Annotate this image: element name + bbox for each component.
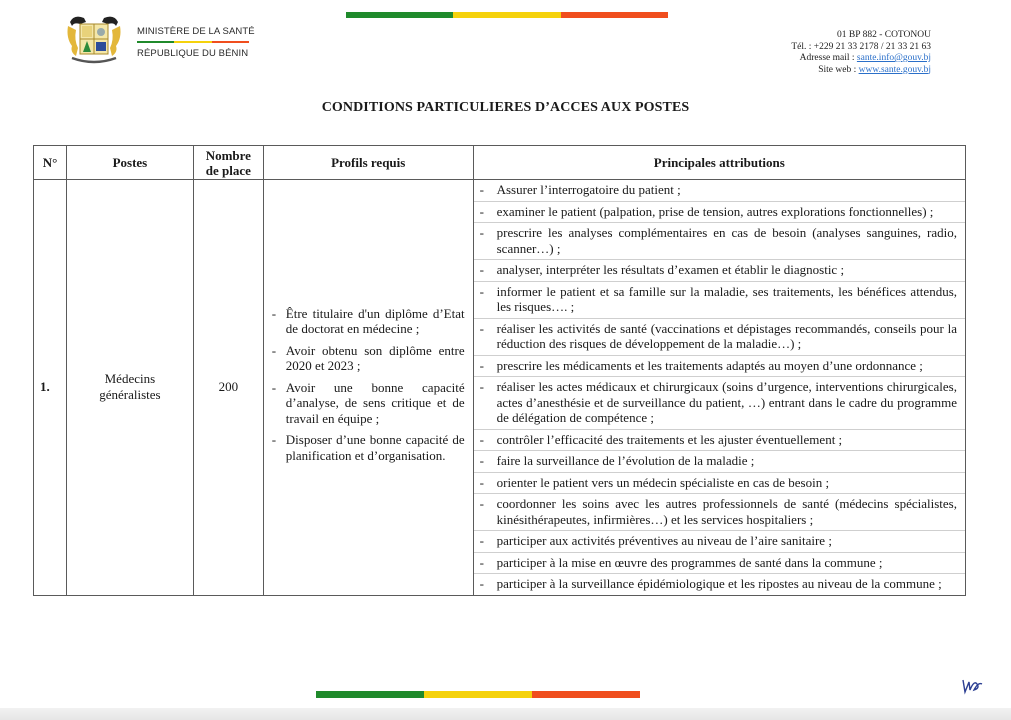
postes-table	[33, 145, 966, 596]
table-header-row	[34, 146, 966, 180]
document-title: CONDITIONS PARTICULIERES D’ACCES AUX POSTES	[321, 100, 690, 115]
flag-stripe-red	[532, 691, 640, 698]
attribution-item: - Assurer l’interrogatoire du patient ;	[474, 180, 965, 202]
nombre-de-place: 200	[193, 180, 263, 596]
email-line	[791, 53, 931, 65]
flag-stripe-yellow	[453, 12, 560, 18]
flag-stripe-yellow	[424, 691, 532, 698]
website-line	[791, 65, 931, 77]
attributions-list	[474, 180, 965, 595]
column-header-postes: Postes	[66, 146, 193, 180]
profils-list	[272, 306, 465, 464]
ministry-flag-divider	[137, 41, 249, 43]
coat-of-arms-icon	[64, 12, 124, 66]
attribution-item: - participer à la surveillance épidémiologique et les ripostes au niveau de la commune ;	[474, 574, 965, 595]
ministry-header	[137, 26, 255, 59]
column-header-nombre: Nombre de place	[193, 146, 263, 180]
website-label: Site web :	[818, 64, 859, 75]
website-link[interactable]: www.sante.gouv.bj	[858, 64, 931, 75]
poste-name: Médecins généralistes	[66, 180, 193, 596]
contact-info	[791, 30, 931, 76]
country-name: RÉPUBLIQUE DU BÉNIN	[137, 48, 249, 59]
column-header-attributions: Principales attributions	[473, 146, 965, 180]
attribution-item: - coordonner les soins avec les autres professionnels de santé (médecins spécialistes, kinésithérapeutes, infirmières…) et les services hospitaliers ;	[474, 494, 965, 531]
attribution-item: - participer à la mise en œuvre des programmes de santé dans la commune ;	[474, 553, 965, 575]
postal-address: 01 BP 882 - COTONOU	[837, 30, 931, 40]
attributions-cell	[473, 180, 965, 596]
page-bottom-edge	[0, 708, 1011, 720]
email-link[interactable]: sante.info@gouv.bj	[856, 53, 931, 63]
phone-numbers: Tél. : +229 21 33 2178 / 21 33 21 63	[791, 41, 931, 52]
attribution-item: - contrôler l’efficacité des traitements et les ajuster éventuellement ;	[474, 430, 965, 452]
attribution-item: - prescrire les médicaments et les traitements adaptés au moyen d’une ordonnance ;	[474, 356, 965, 378]
attribution-item: - orienter le patient vers un médecin spécialiste en cas de besoin ;	[474, 473, 965, 495]
ministry-name: MINISTÈRE DE LA SANTÉ	[137, 26, 255, 37]
flag-bar-bottom	[316, 691, 640, 698]
attribution-item: - participer aux activités préventives au niveau de l’aire sanitaire ;	[474, 531, 965, 553]
attribution-item: - prescrire les analyses complémentaires en cas de besoin (analyses sanguines, radio, scanner…) ;	[474, 223, 965, 260]
flag-stripe-red	[561, 12, 668, 18]
flag-bar-top	[346, 12, 668, 18]
column-header-profils: Profils requis	[263, 146, 473, 180]
table-row	[34, 180, 966, 596]
attribution-item: - faire la surveillance de l’évolution de la maladie ;	[474, 451, 965, 473]
attribution-item: - réaliser les actes médicaux et chirurgicaux (soins d’urgence, interventions chirurgicales, actes d’anesthésie et de surveillance du patient, …) entrant dans le cadre du programme de délégation de compétence ;	[474, 377, 965, 430]
profil-item: - Être titulaire d'un diplôme d’Etat de doctorat en médecine ;	[272, 306, 465, 337]
attribution-item: - analyser, interpréter les résultats d’examen et établir le diagnostic ;	[474, 260, 965, 282]
column-header-no: N°	[34, 146, 67, 180]
profil-item: - Disposer d’une bonne capacité de planification et d’organisation.	[272, 432, 465, 463]
attribution-item: - examiner le patient (palpation, prise de tension, autres explorations fonctionnelles) ;	[474, 202, 965, 224]
profil-item: - Avoir une bonne capacité d’analyse, de sens critique et de travail en équipe ;	[272, 380, 465, 427]
attribution-item: - réaliser les activités de santé (vaccinations et dépistages recommandés, conseils pour la réduction des risques de développement de la maladie…) ;	[474, 319, 965, 356]
attribution-item: - informer le patient et sa famille sur la maladie, ses traitements, les bénéfices attendus, les risques…. ;	[474, 282, 965, 319]
row-number: 1.	[34, 180, 67, 596]
flag-stripe-green	[316, 691, 424, 698]
profils-requis-cell	[263, 180, 473, 596]
signature-initials-icon	[960, 676, 984, 696]
email-label: Adresse mail :	[799, 53, 857, 63]
flag-stripe-green	[346, 12, 453, 18]
profil-item: - Avoir obtenu son diplôme entre 2020 et 2023 ;	[272, 343, 465, 374]
